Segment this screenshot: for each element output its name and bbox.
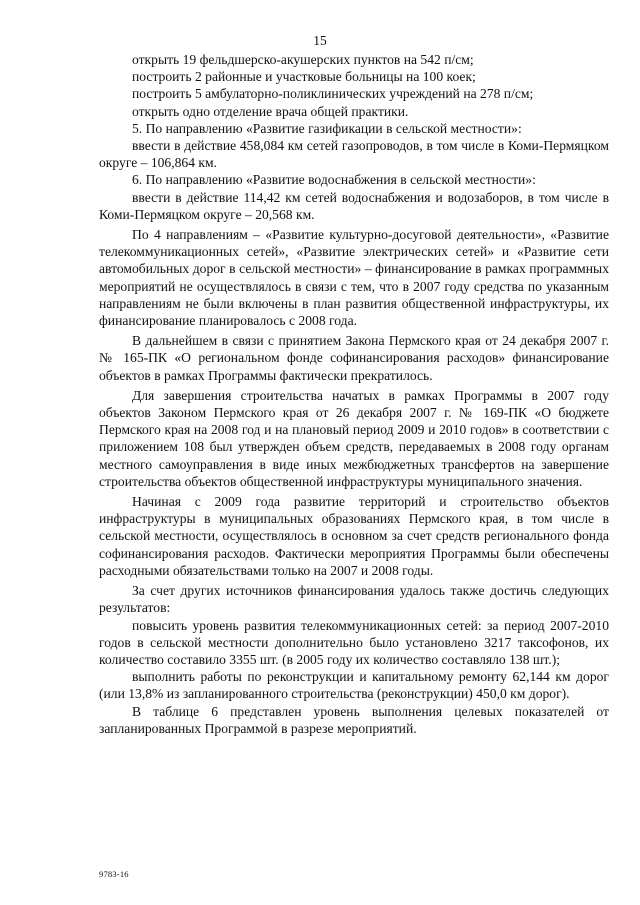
- footer-document-code: 9783-16: [99, 869, 129, 879]
- document-body: [99, 51, 609, 737]
- paragraph: В дальнейшем в связи с принятием Закона Пермского края от 24 декабря 2007 г. № 165-ПК «О региональном фонде софинансирования расходов» финансирование объектов в рамках Программы фактически прекратилось.: [99, 333, 609, 383]
- paragraph: 5. По направлению «Развитие газификации в сельской местности»:: [132, 120, 522, 136]
- paragraph: Для завершения строительства начатых в рамках Программы в 2007 году объектов Законом Пермского края от 26 декабря 2007 г. № 169-ПК «О бюджете Пермского края на 2008 год и на плановый период 2009 и 2010 годов» в соответствии с приложением 108 был утвержден объем средств, передаваемых в 2008 году органам местного самоуправления в виде иных межбюджетных трансфертов на завершение строительства объектов общественной инфраструктуры муниципального значения.: [99, 387, 609, 489]
- paragraph: 6. По направлению «Развитие водоснабжения в сельской местности»:: [132, 172, 536, 188]
- paragraph: открыть 19 фельдшерско-акушерских пунктов на 542 п/см;: [132, 52, 474, 67]
- paragraph: повысить уровень развития телекоммуникационных сетей: за период 2007-2010 годов в сельской местности дополнительно было установлено 3217 таксофонов, их количество составило 3355 шт. (в 2005 году их количество составляло 138 шт.);: [99, 617, 609, 667]
- paragraph: построить 5 амбулаторно-поликлинических учреждений на 278 п/см;: [132, 86, 534, 102]
- page-number: 15: [313, 33, 327, 48]
- paragraph: выполнить работы по реконструкции и капитальному ремонту 62,144 км дорог (или 13,8% из запланированного строительства (реконструкции) 450,0 км дорог).: [99, 669, 609, 702]
- paragraph: В таблице 6 представлен уровень выполнения целевых показателей от запланированных Программой в разрезе мероприятий.: [99, 703, 609, 736]
- paragraph: построить 2 районные и участковые больницы на 100 коек;: [132, 69, 476, 85]
- paragraph: ввести в действие 458,084 км сетей газопроводов, в том числе в Коми-Пермяцком округе – 106,864 км.: [99, 138, 609, 171]
- paragraph: ввести в действие 114,42 км сетей водоснабжения и водозаборов, в том числе в Коми-Пермяцком округе – 20,568 км.: [99, 189, 609, 222]
- paragraph: открыть одно отделение врача общей практики.: [132, 103, 409, 119]
- paragraph: По 4 направлениям – «Развитие культурно-досуговой деятельности», «Развитие телекоммуникационных сетей», «Развитие электрических сетей» и «Развитие сети автомобильных дорог в сельской местности» – финансирование в рамках программных мероприятий не осуществлялось в связи с тем, что в 2007 году средства по указанным направлениям не были включены в план развития общественной инфраструктуры, их финансирование планировалось с 2008 года.: [99, 227, 609, 329]
- paragraph: За счет других источников финансирования удалось также достичь следующих результатов:: [99, 583, 609, 616]
- paragraph: Начиная с 2009 года развитие территорий и строительство объектов инфраструктуры в муниципальных образованиях Пермского края, в том числе в сельской местности, осуществлялось в основном за счет средств регионального фонда софинансирования расходов. Фактически мероприятия Программы были обеспечены расходными обязательствами только на 2007 и 2008 годы.: [99, 494, 609, 578]
